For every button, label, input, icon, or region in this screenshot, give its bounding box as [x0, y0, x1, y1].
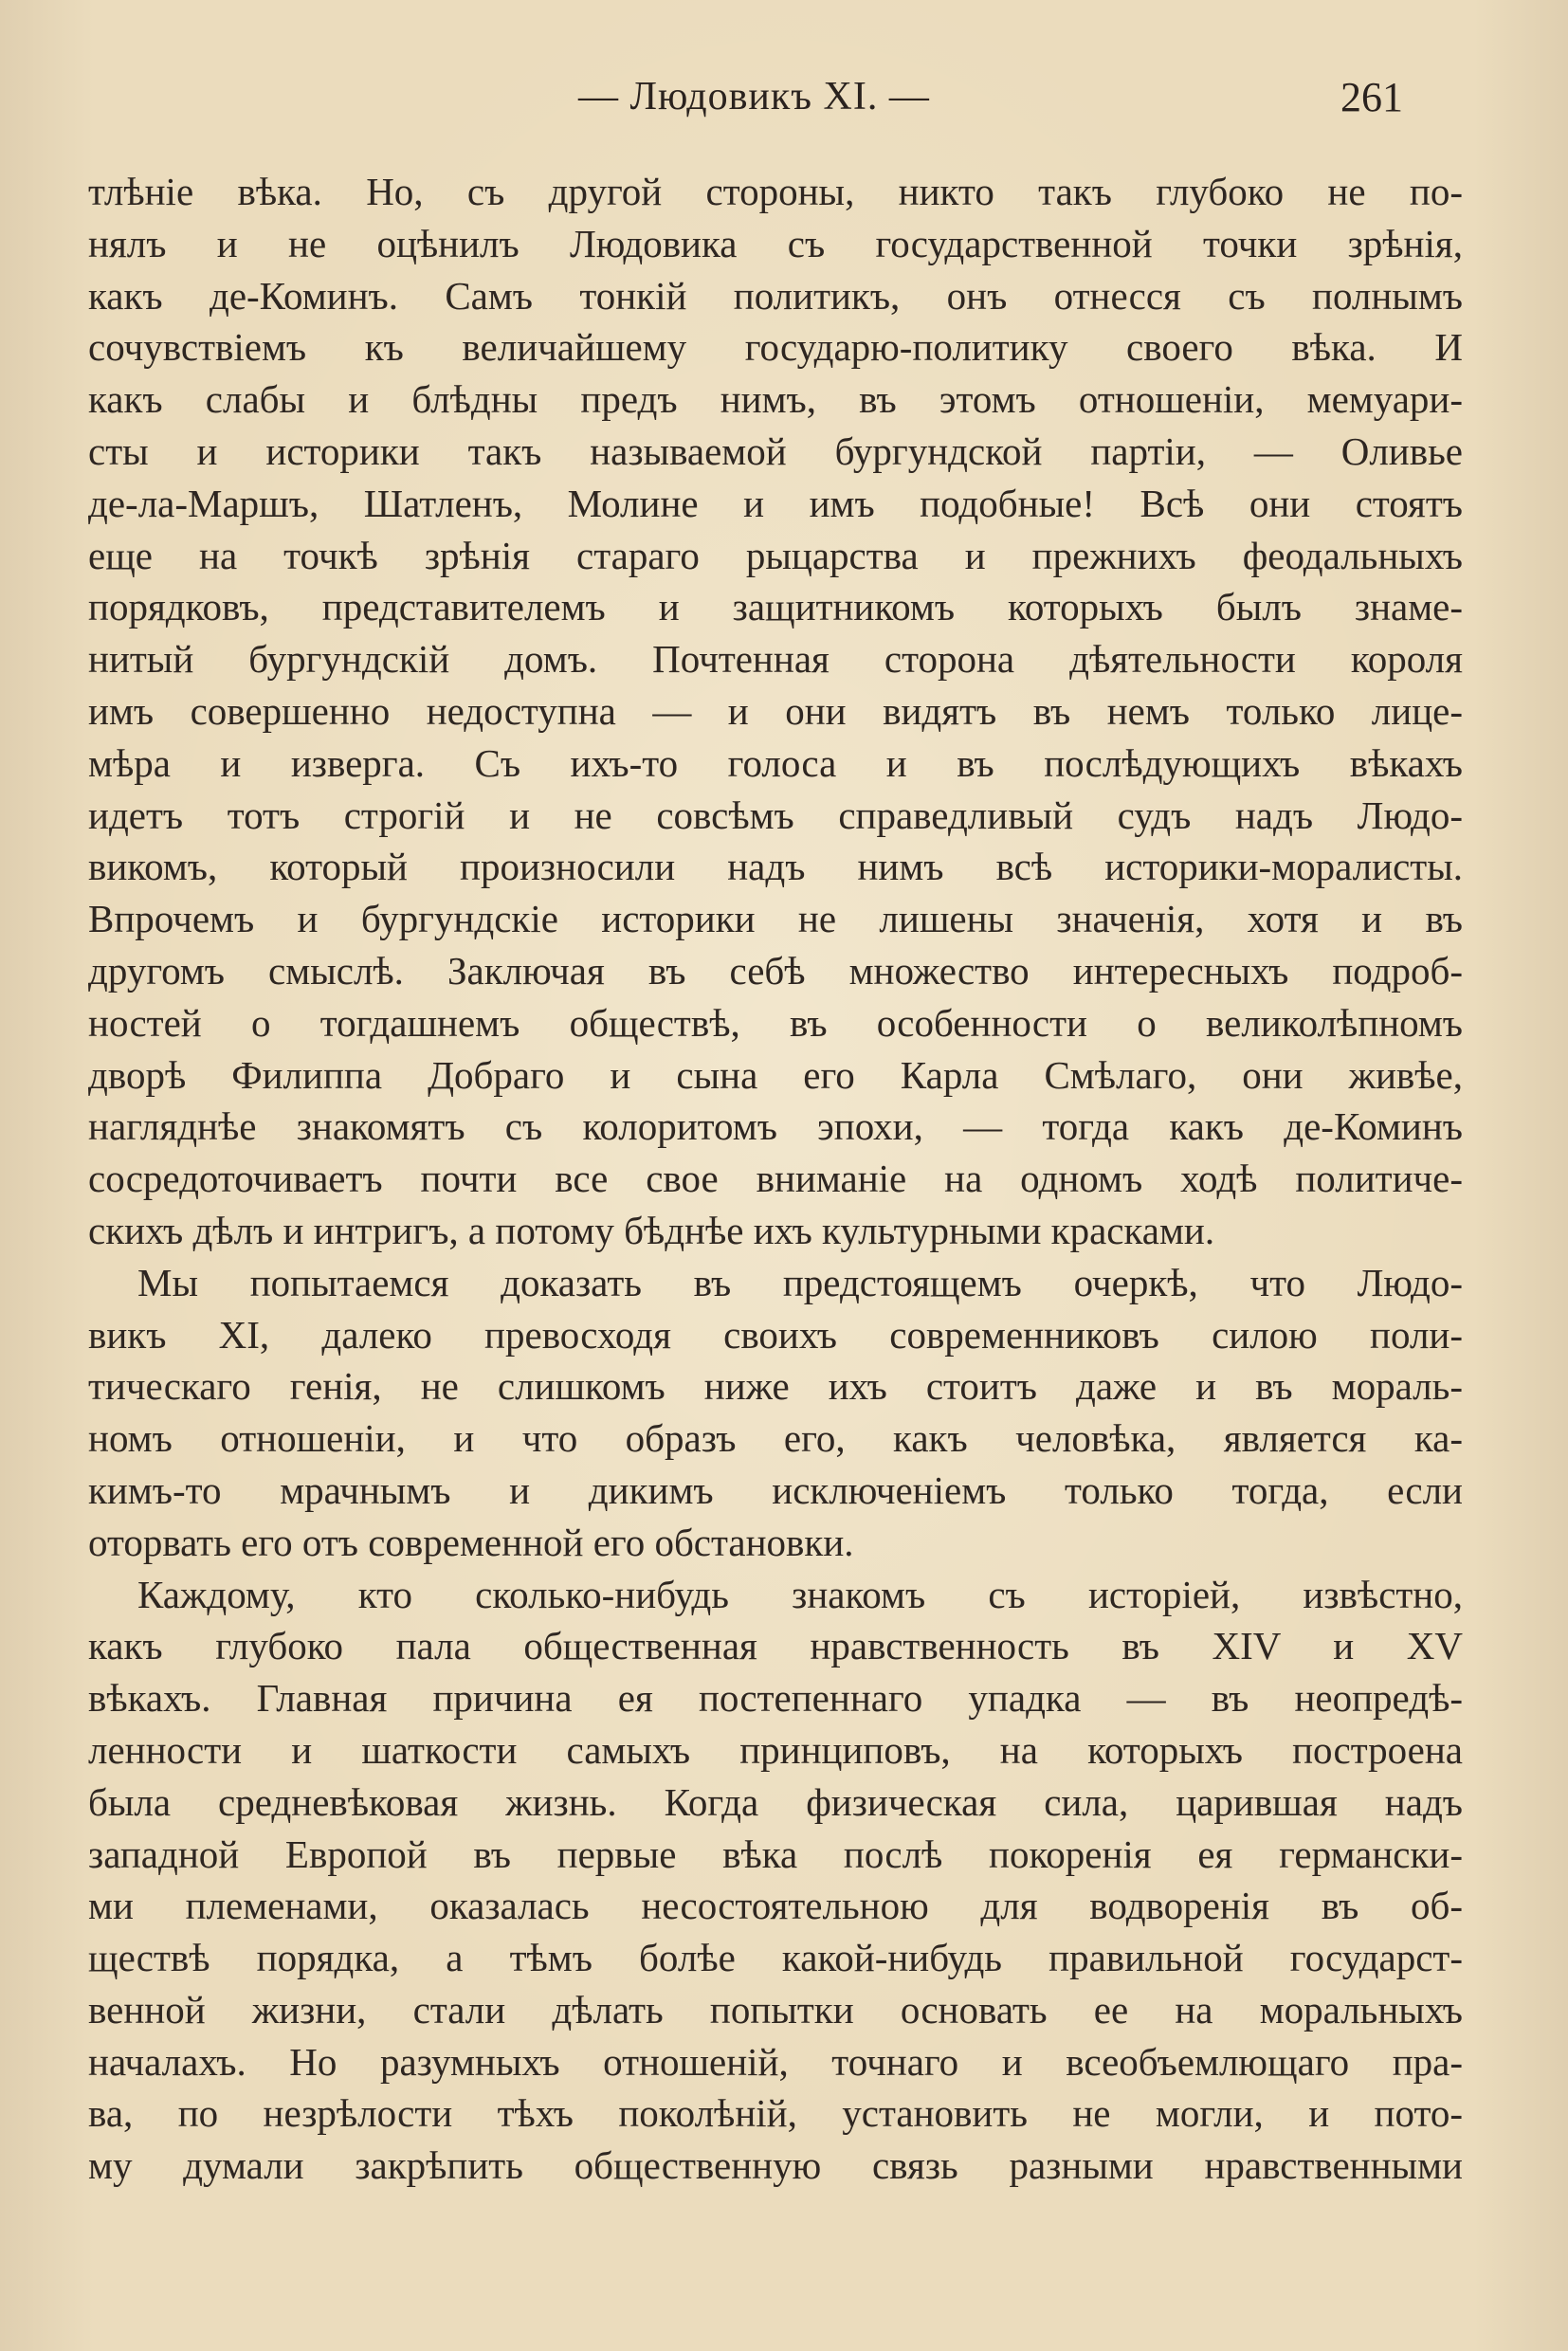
running-title: — Людовикъ XI. — — [578, 75, 930, 118]
text-line: ществѣ порядка, а тѣмъ болѣе какой-нибудь правильной государст- — [88, 1936, 1463, 1980]
text-line: началахъ. Но разумныхъ отношеній, точнаго и всеобъемлющаго пра- — [88, 2039, 1463, 2084]
text-line: викомъ, который произносили надъ нимъ всѣ историки-моралисты. — [88, 845, 1463, 889]
text-line: нялъ и не оцѣнилъ Людовика съ государственной точки зрѣнія, — [88, 221, 1463, 265]
text-line: сосредоточиваетъ почти все свое вниманіе на одномъ ходѣ политиче- — [88, 1157, 1463, 1201]
text-line: сты и историки такъ называемой бургундской партіи, — Оливье — [88, 428, 1463, 473]
page-number: 261 — [1340, 73, 1403, 120]
text-line: кимъ-то мрачнымъ и дикимъ исключеніемъ только тогда, если — [88, 1467, 1463, 1512]
text-line: идетъ тотъ строгій и не совсѣмъ справедливый судъ надъ Людо- — [88, 793, 1463, 837]
text-line: ми племенами, оказалась несостоятельною для водворенія въ об- — [88, 1884, 1463, 1928]
text-line: номъ отношеніи, и что образъ его, какъ человѣка, является ка- — [88, 1416, 1463, 1461]
text-line: мѣра и изверга. Съ ихъ-то голоса и въ послѣдующихъ вѣкахъ — [88, 740, 1463, 785]
text-line: какъ де-Коминъ. Самъ тонкій политикъ, онъ отнесся съ полнымъ — [88, 273, 1463, 318]
text-line: ва, по незрѣлости тѣхъ поколѣній, установить не могли, и пото- — [88, 2091, 1463, 2136]
text-line: скихъ дѣлъ и интригъ, а потому бѣднѣе ихъ культурными красками. — [88, 1208, 1215, 1252]
page-header — [569, 68, 1403, 125]
text-line: другомъ смыслѣ. Заключая въ себѣ множество интересныхъ подроб- — [88, 948, 1463, 993]
text-line: порядковъ, представителемъ и защитникомъ которыхъ былъ знаме- — [88, 585, 1463, 629]
text-line: венной жизни, стали дѣлать попытки основать ее на моральныхъ — [88, 1987, 1463, 2032]
body-text — [88, 166, 1463, 2192]
text-line: еще на точкѣ зрѣнія стараго рыцарства и прежнихъ феодальныхъ — [88, 533, 1463, 577]
text-line: дворѣ Филиппа Добраго и сына его Карла Смѣлаго, они живѣе, — [88, 1052, 1463, 1097]
text-line: тлѣніе вѣка. Но, съ другой стороны, никто такъ глубоко не по- — [88, 170, 1463, 213]
text-line: имъ совершенно недоступна — и они видятъ въ немъ только лице- — [88, 688, 1463, 733]
text-line: нитый бургундскій домъ. Почтенная сторона дѣятельности короля — [88, 637, 1463, 682]
text-line: какъ слабы и блѣдны предъ нимъ, въ этомъ отношеніи, мемуари- — [88, 377, 1463, 422]
text-line: западной Европой въ первые вѣка послѣ покоренія ея германски- — [88, 1832, 1463, 1876]
text-line: де-ла-Маршъ, Шатленъ, Молине и имъ подобные! Всѣ они стоятъ — [88, 481, 1463, 525]
text-line: викъ XI, далеко превосходя своихъ современниковъ силою поли- — [88, 1312, 1463, 1357]
text-line: му думали закрѣпить общественную связь разными нравственными — [88, 2143, 1463, 2188]
text-line: тическаго генія, не слишкомъ ниже ихъ стоитъ даже и въ мораль- — [88, 1364, 1463, 1409]
text-line: ностей о тогдашнемъ обществѣ, въ особенности о великолѣпномъ — [88, 1000, 1463, 1045]
text-line: вѣкахъ. Главная причина ея постепеннаго упадка — въ неопредѣ- — [88, 1676, 1463, 1721]
text-line: сочувствіемъ къ величайшему государю-политику своего вѣка. И — [88, 325, 1463, 370]
text-line: ленности и шаткости самыхъ принциповъ, на которыхъ построена — [88, 1727, 1463, 1772]
paragraph-start-line: Мы попытаемся доказать въ предстоящемъ очеркѣ, что Людо- — [137, 1260, 1463, 1304]
text-line: была средневѣковая жизнь. Когда физическая сила, царившая надъ — [88, 1779, 1463, 1824]
text-line: Впрочемъ и бургундскіе историки не лишены значенія, хотя и въ — [88, 897, 1463, 941]
text-line: нагляднѣе знакомятъ съ колоритомъ эпохи, — тогда какъ де-Коминъ — [88, 1104, 1463, 1149]
paragraph-start-line: Каждому, кто сколько-нибудь знакомъ съ исторіей, извѣстно, — [137, 1572, 1463, 1616]
text-line: оторвать его отъ современной его обстановки. — [88, 1520, 854, 1564]
text-line: какъ глубоко пала общественная нравственность въ XIV и XV — [88, 1624, 1463, 1668]
